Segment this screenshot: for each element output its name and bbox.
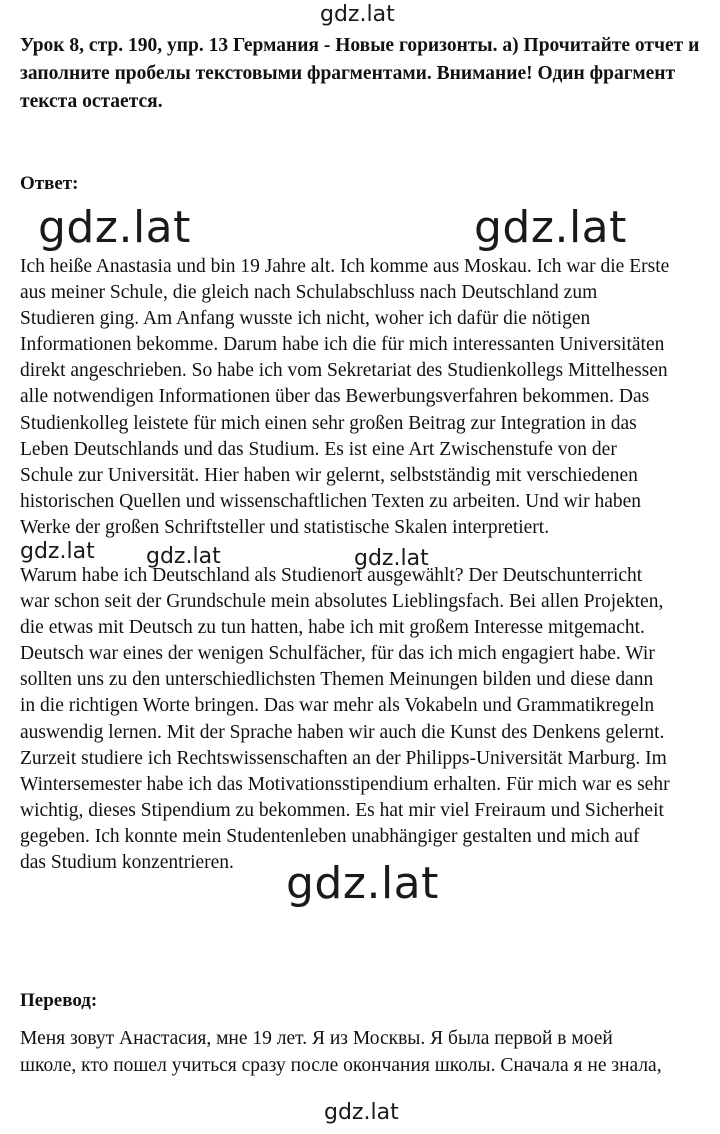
translation-paragraph (20, 1025, 710, 1079)
watermark-small-center: gdz.lat (354, 546, 429, 571)
watermark-bottom: gdz.lat (324, 1100, 399, 1125)
translation-label: Перевод: (20, 990, 98, 1011)
text-line: Меня зовут Анастасия, мне 19 лет. Я из Москвы. Я была первой в моей (20, 1028, 613, 1049)
text-line: Zurzeit studiere ich Rechtswissenschaften an der Philipps-Universität Marburg. Im (20, 747, 667, 769)
watermark-inline: gdz.lat (20, 539, 95, 565)
text-line: sollten uns zu den unterschiedlichsten Themen Meinungen bilden und diese dann (20, 669, 654, 691)
text-line: Wintersemester habe ich das Motivationsstipendium erhalten. Für mich war es sehr (20, 773, 670, 795)
text-line: in die richtigen Worte bringen. Das war mehr als Vokabeln und Grammatikregeln (20, 695, 655, 717)
text-line-last-content: Werke der großen Schriftsteller und statistische Skalen interpretiert. (20, 516, 550, 538)
text-line: war schon seit der Grundschule mein absolutes Lieblingsfach. Bei allen Projekten, (20, 591, 664, 613)
text-line: Schule zur Universität. Hier haben wir gelernt, selbstständig mit verschiedenen (20, 464, 638, 486)
text-line: die etwas mit Deutsch zu tun hatten, habe ich mit großem Interesse mitgemacht. (20, 617, 645, 639)
answer-paragraph-1 (20, 254, 710, 563)
text-line: Studienkolleg leistete für mich einen sehr großen Beitrag zur Integration in das (20, 412, 637, 434)
text-line-last: das Studium konzentrieren. (20, 852, 234, 874)
watermark-large-left: gdz.lat (38, 202, 191, 253)
text-line: Ich heiße Anastasia und bin 19 Jahre alt. Ich komme aus Moskau. Ich war die Erste (20, 256, 670, 277)
text-line: historischen Quellen und wissenschaftlichen Texten zu arbeiten. Und wir haben (20, 490, 642, 512)
text-line: школе, кто пошел учиться сразу после окончания школы. Сначала я не знала, (20, 1055, 662, 1076)
exercise-heading: Урок 8, стр. 190, упр. 13 Германия - Новые горизонты. а) Прочитайте отчет и заполните пробелы текстовыми фрагментами. Внимание! Один фрагмент текста остается. (20, 35, 700, 112)
text-line: wichtig, dieses Stipendium zu bekommen. Es hat mir viel Freiraum und Sicherheit (20, 799, 664, 821)
watermark-large-right: gdz.lat (474, 202, 627, 253)
text-line: aus meiner Schule, die gleich nach Schulabschluss nach Deutschland zum (20, 282, 598, 304)
text-line: Informationen bekomme. Darum habe ich die für mich interessanten Universitäten (20, 334, 665, 356)
watermark-top: gdz.lat (320, 2, 395, 27)
text-line: auswendig lernen. Mit der Sprache haben wir auch die Kunst des Denkens gelernt. (20, 721, 665, 743)
text-line: direkt angeschrieben. So habe ich vom Sekretariat des Studienkollegs Mittelhessen (20, 360, 668, 382)
text-line: Studieren ging. Am Anfang wusste ich nicht, woher ich dafür die nötigen (20, 308, 591, 330)
text-line: alle notwendigen Informationen über das Bewerbungsverfahren bekommen. Das (20, 386, 650, 408)
text-line: Leben Deutschlands und das Studium. Es ist eine Art Zwischenstufe von der (20, 438, 617, 460)
watermark-small-left: gdz.lat (146, 544, 221, 569)
text-line: Warum habe ich Deutschland als Studienort ausgewählt? Der Deutschunterricht (20, 565, 643, 586)
answer-label: Ответ: (20, 173, 79, 194)
text-line: Deutsch war eines der wenigen Schulfächer, für das ich mich engagiert habe. Wir (20, 643, 655, 665)
watermark-large-center: gdz.lat (286, 858, 439, 909)
text-line: gegeben. Ich konnte mein Studentenleben unabhängiger gestalten und mich auf (20, 825, 640, 847)
answer-paragraph-2 (20, 563, 710, 876)
